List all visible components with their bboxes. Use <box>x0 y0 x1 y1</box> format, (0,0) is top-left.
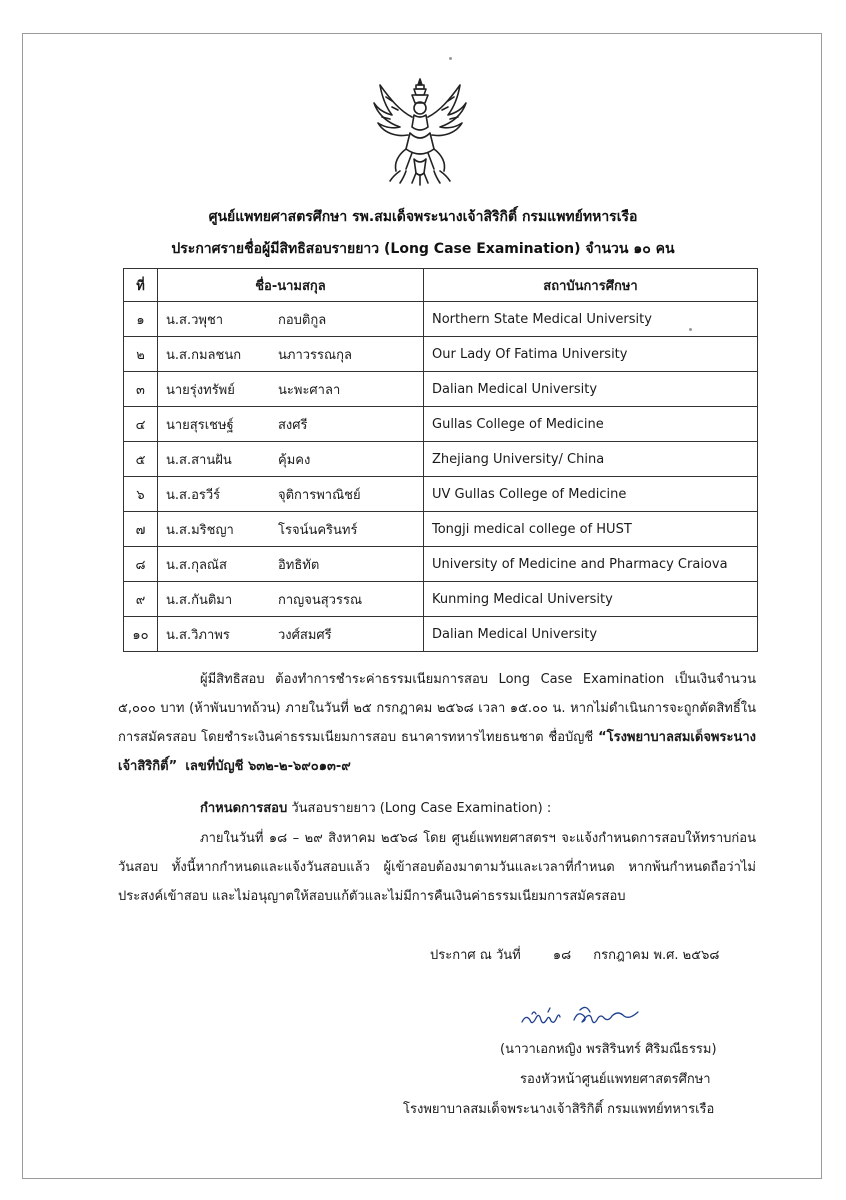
institution-cell: Gullas College of Medicine <box>424 407 758 442</box>
row-number: ๔ <box>124 407 158 442</box>
schedule-heading <box>118 794 756 823</box>
candidate-table <box>123 268 758 652</box>
candidate-given-name: น.ส.อรวีร์ <box>166 487 221 503</box>
candidate-given-name: น.ส.วิภาพร <box>166 627 230 643</box>
candidate-name <box>158 372 424 407</box>
signatory-organization: โรงพยาบาลสมเด็จพระนางเจ้าสิริกิติ์ กรมแพทย์ทหารเรือ <box>403 1102 715 1117</box>
row-number: ๘ <box>124 547 158 582</box>
candidate-surname: โรจน์นครินทร์ <box>278 522 358 538</box>
institution-cell: Zhejiang University/ China <box>424 442 758 477</box>
table-row <box>124 337 758 372</box>
candidate-surname: นภาวรรณกุล <box>278 347 352 363</box>
account-number: เลขที่บัญชี ๖๓๒-๒-๖๙๐๑๓-๙ <box>185 759 351 774</box>
announcement-month-year: กรกฎาคม พ.ศ. ๒๕๖๘ <box>593 948 720 963</box>
row-number: ๒ <box>124 337 158 372</box>
candidate-name <box>158 407 424 442</box>
account-name: “โรงพยาบาลสมเด็จพระนางเจ้าสิริกิติ์” <box>118 730 756 774</box>
table-header-row <box>124 269 758 302</box>
table-row <box>124 547 758 582</box>
table-row <box>124 302 758 337</box>
institution-cell: UV Gullas College of Medicine <box>424 477 758 512</box>
announcement-prefix: ประกาศ ณ วันที่ <box>430 948 521 963</box>
table-row <box>124 442 758 477</box>
column-header-institution: สถาบันการศึกษา <box>424 269 758 302</box>
row-number: ๖ <box>124 477 158 512</box>
candidate-name <box>158 512 424 547</box>
institution-cell: University of Medicine and Pharmacy Craiova <box>424 547 758 582</box>
candidate-given-name: น.ส.วพุชา <box>166 312 224 328</box>
table-row <box>124 477 758 512</box>
row-number: ๗ <box>124 512 158 547</box>
row-number: ๕ <box>124 442 158 477</box>
row-number: ๑๐ <box>124 617 158 652</box>
fee-paragraph <box>118 665 756 781</box>
candidate-name <box>158 302 424 337</box>
candidate-given-name: นายสุรเชษฐ์ <box>166 417 234 433</box>
candidate-surname: นะพะศาลา <box>278 382 341 398</box>
table-row <box>124 372 758 407</box>
institution-cell: Dalian Medical University <box>424 372 758 407</box>
candidate-name <box>158 442 424 477</box>
schedule-label-rest: วันสอบรายยาว (Long Case Examination) : <box>287 801 552 816</box>
candidate-surname: กาญจนสุวรรณ <box>278 592 363 608</box>
schedule-label: กำหนดการสอบ <box>200 801 288 816</box>
candidate-surname: คุ้มคง <box>278 452 311 468</box>
candidate-surname: อิทธิทัต <box>278 557 320 573</box>
header-subtitle: ประกาศรายชื่อผู้มีสิทธิสอบรายยาว (Long Case Examination) จำนวน ๑๐ คน <box>171 241 675 257</box>
candidate-surname: สงศรี <box>278 417 308 433</box>
row-number: ๙ <box>124 582 158 617</box>
candidate-surname: วงศ์สมศรี <box>278 627 332 643</box>
institution-cell: Our Lady Of Fatima University <box>424 337 758 372</box>
announcement-date <box>430 944 725 965</box>
table-row <box>124 617 758 652</box>
schedule-detail: ภายในวันที่ ๑๘ – ๒๙ สิงหาคม ๒๕๖๘ โดย ศูนย์แพทยศาสตรฯ จะแจ้งกำหนดการสอบให้ทราบก่อนวันสอบ ทั้งนี้หากกำหนดและแจ้งวันสอบแล้ว ผู้เข้าสอบต้องมาตามวันและเวลาที่กำหนด หากพ้นกำหนดถือว่าไม่ประสงค์เข้าสอบ และไม่อนุญาตให้สอบแก้ตัวและไม่มีการคืนเงินค่าธรรมเนียมการสมัครสอบ <box>118 831 756 904</box>
candidate-given-name: นายรุ่งทรัพย์ <box>166 382 235 398</box>
institution-cell: Kunming Medical University <box>424 582 758 617</box>
table-row <box>124 407 758 442</box>
candidate-given-name: น.ส.มริชญา <box>166 522 234 538</box>
candidate-name <box>158 477 424 512</box>
signatory-name: (นาวาเอกหญิง พรสิรินทร์ ศิริมณีธรรม) <box>500 1042 717 1057</box>
candidate-given-name: น.ส.กันติมา <box>166 592 233 608</box>
signatory-position: รองหัวหน้าศูนย์แพทยศาสตรศึกษา <box>520 1072 711 1087</box>
candidate-given-name: น.ส.สานฝัน <box>166 452 232 468</box>
candidate-name <box>158 582 424 617</box>
candidate-name <box>158 617 424 652</box>
header-title: ศูนย์แพทยศาสตรศึกษา รพ.สมเด็จพระนางเจ้าสิริกิติ์ กรมแพทย์ทหารเรือ <box>208 209 638 225</box>
candidate-surname: กอบติกูล <box>278 312 327 328</box>
institution-cell: Dalian Medical University <box>424 617 758 652</box>
column-header-number: ที่ <box>124 269 158 302</box>
column-header-name: ชื่อ-นามสกุล <box>158 269 424 302</box>
fee-text: ผู้มีสิทธิสอบ ต้องทำการชำระค่าธรรมเนียมการสอบ Long Case Examination เป็นเงินจำนวน ๕,๐๐๐ บาท (ห้าพันบาทถ้วน) ภายในวันที่ ๒๕ กรกฎาคม ๒๕๖๘ เวลา ๑๕.๐๐ น. หากไม่ดำเนินการจะถูกตัดสิทธิ์ในการสมัครสอบ โดยชำระเงินค่าธรรมเนียมการสอบ ธนาคารทหารไทยธนชาต ชื่อบัญชี <box>118 672 756 745</box>
institution-cell: Northern State Medical University <box>424 302 758 337</box>
announcement-day: ๑๘ <box>552 948 572 963</box>
row-number: ๑ <box>124 302 158 337</box>
scan-speck <box>449 57 452 60</box>
candidate-name <box>158 337 424 372</box>
row-number: ๓ <box>124 372 158 407</box>
institution-cell: Tongji medical college of HUST <box>424 512 758 547</box>
candidate-given-name: น.ส.กมลชนก <box>166 347 242 363</box>
signature-icon <box>518 1002 658 1032</box>
garuda-emblem-icon <box>370 75 470 187</box>
candidate-surname: จุติการพาณิชย์ <box>278 487 361 503</box>
candidate-given-name: น.ส.กุลณัส <box>166 557 227 573</box>
table-row <box>124 512 758 547</box>
table-row <box>124 582 758 617</box>
candidate-name <box>158 547 424 582</box>
